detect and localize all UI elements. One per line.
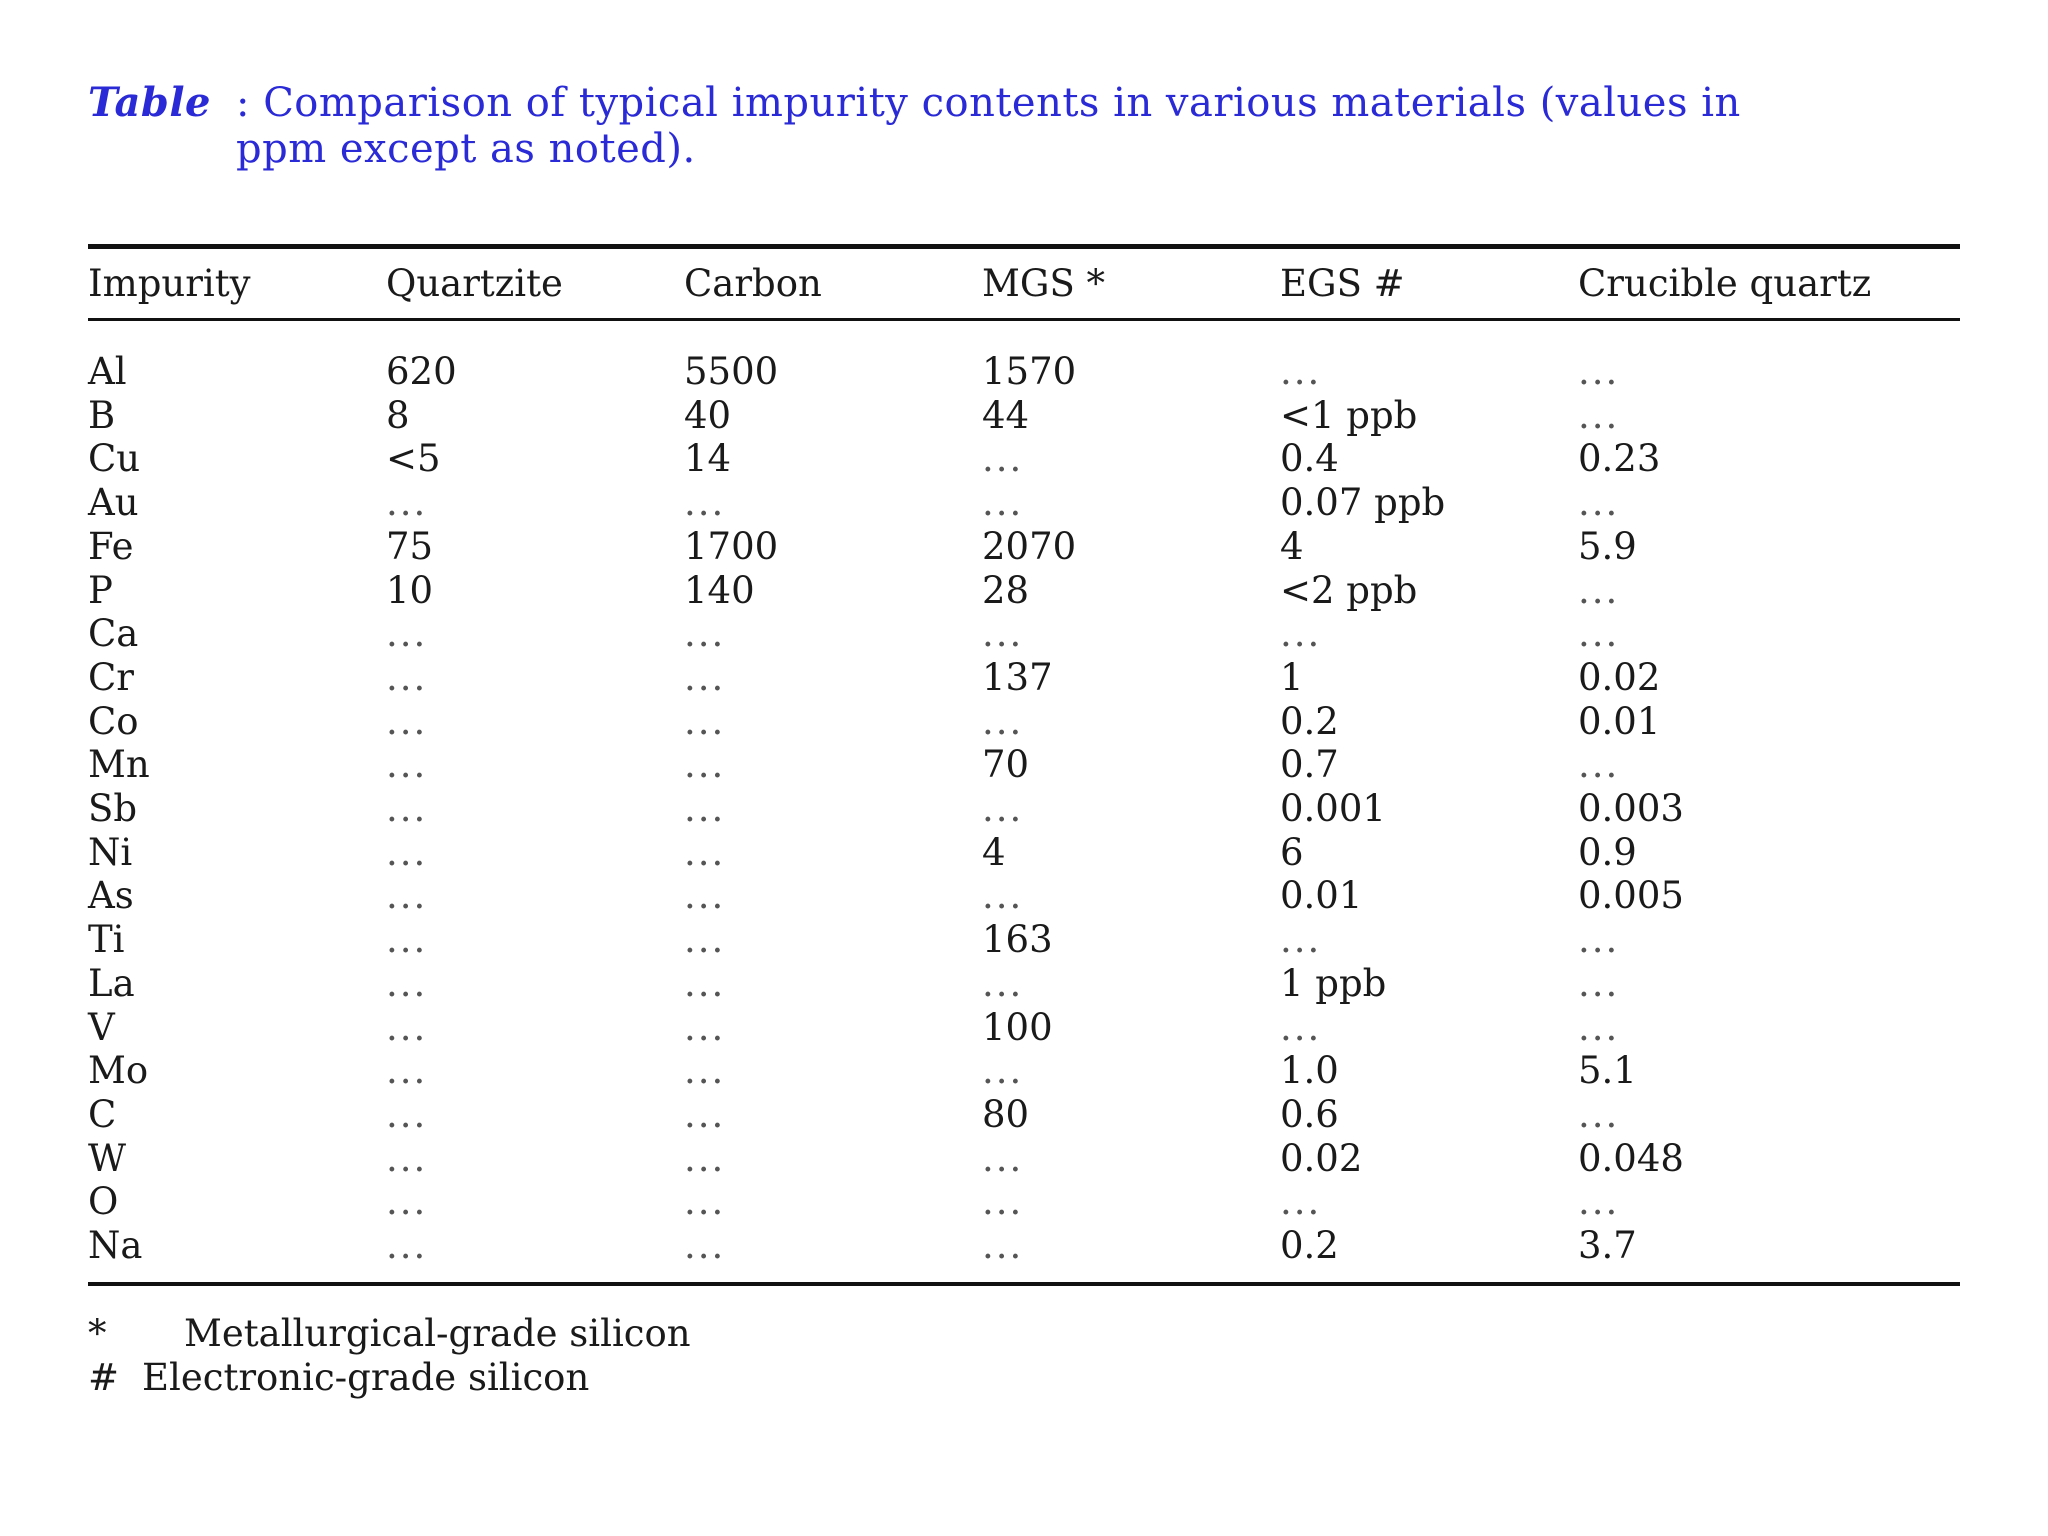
cell-mgs: ... <box>982 961 1024 1005</box>
cell-mgs: ... <box>982 1136 1024 1180</box>
cell-quartzite: ... <box>386 918 428 962</box>
cell-impurity: V <box>88 1005 115 1049</box>
cell-crucible-quartz: 0.01 <box>1578 699 1661 743</box>
cell-quartzite: ... <box>386 1224 428 1267</box>
cell-crucible-quartz: 0.9 <box>1578 830 1637 874</box>
cell-crucible-quartz: ... <box>1578 961 1620 1005</box>
cell-impurity: P <box>88 568 113 612</box>
caption-text-line-2: ppm except as noted). <box>236 126 696 172</box>
cell-egs: <2 ppb <box>1280 568 1418 612</box>
cell-egs: 0.7 <box>1280 743 1339 787</box>
cell-quartzite: 75 <box>386 524 434 568</box>
cell-mgs: 80 <box>982 1092 1030 1136</box>
cell-mgs: 137 <box>982 655 1053 699</box>
footnote-mgs <box>88 1312 691 1356</box>
cell-crucible-quartz: ... <box>1578 1180 1620 1224</box>
cell-carbon: ... <box>684 481 726 525</box>
cell-carbon: ... <box>684 961 726 1005</box>
cell-mgs: 163 <box>982 918 1053 962</box>
cell-impurity: Ni <box>88 830 133 874</box>
cell-mgs: 44 <box>982 393 1030 437</box>
cell-impurity: O <box>88 1180 119 1224</box>
cell-crucible-quartz: ... <box>1578 918 1620 962</box>
cell-egs: 0.02 <box>1280 1136 1363 1180</box>
cell-crucible-quartz: 5.1 <box>1578 1049 1637 1093</box>
cell-quartzite: ... <box>386 1005 428 1049</box>
header-impurity: Impurity <box>88 262 251 305</box>
cell-egs: 1.0 <box>1280 1049 1339 1093</box>
cell-carbon: ... <box>684 1136 726 1180</box>
header-egs: EGS # <box>1280 262 1405 305</box>
cell-quartzite: ... <box>386 1049 428 1093</box>
header-crucible-quartz: Crucible quartz <box>1578 262 1872 305</box>
cell-mgs: 1570 <box>982 350 1077 393</box>
table-header-rule <box>88 318 1960 321</box>
cell-mgs: ... <box>982 481 1024 525</box>
cell-crucible-quartz: 5.9 <box>1578 524 1637 568</box>
cell-quartzite: ... <box>386 787 428 830</box>
cell-crucible-quartz: 3.7 <box>1578 1224 1637 1267</box>
cell-mgs: ... <box>982 874 1024 918</box>
cell-impurity: C <box>88 1092 117 1136</box>
cell-quartzite: ... <box>386 961 428 1005</box>
table-top-rule <box>88 244 1960 249</box>
cell-egs: 0.001 <box>1280 787 1386 830</box>
cell-impurity: W <box>88 1136 127 1180</box>
cell-impurity: Fe <box>88 524 134 568</box>
footnote-text-mgs: Metallurgical-grade silicon <box>184 1312 691 1355</box>
cell-quartzite: ... <box>386 1180 428 1224</box>
cell-quartzite: 8 <box>386 393 410 437</box>
cell-egs: 6 <box>1280 830 1304 874</box>
cell-crucible-quartz: 0.048 <box>1578 1136 1684 1180</box>
cell-egs: ... <box>1280 1180 1322 1224</box>
cell-quartzite: 620 <box>386 350 457 393</box>
cell-egs: 1 ppb <box>1280 961 1387 1005</box>
cell-impurity: Ca <box>88 612 139 656</box>
cell-mgs: ... <box>982 787 1024 830</box>
cell-quartzite: ... <box>386 655 428 699</box>
cell-impurity: Mn <box>88 743 150 787</box>
cell-carbon: 140 <box>684 568 755 612</box>
cell-carbon: ... <box>684 655 726 699</box>
cell-quartzite: ... <box>386 830 428 874</box>
cell-mgs: ... <box>982 437 1024 481</box>
cell-impurity: Co <box>88 699 139 743</box>
cell-crucible-quartz: 0.23 <box>1578 437 1661 481</box>
cell-impurity: Al <box>88 350 127 393</box>
cell-egs: <1 ppb <box>1280 393 1418 437</box>
cell-mgs: 100 <box>982 1005 1053 1049</box>
cell-quartzite: 10 <box>386 568 434 612</box>
cell-carbon: ... <box>684 1092 726 1136</box>
cell-egs: ... <box>1280 612 1322 656</box>
cell-egs: 0.2 <box>1280 1224 1339 1267</box>
cell-egs: 0.07 ppb <box>1280 481 1446 525</box>
cell-quartzite: ... <box>386 1136 428 1180</box>
cell-crucible-quartz: 0.003 <box>1578 787 1684 830</box>
cell-carbon: ... <box>684 918 726 962</box>
cell-mgs: ... <box>982 1180 1024 1224</box>
cell-carbon: 5500 <box>684 350 779 393</box>
footnote-egs <box>88 1356 589 1400</box>
cell-carbon: ... <box>684 1049 726 1093</box>
cell-egs: 0.6 <box>1280 1092 1339 1136</box>
cell-egs: 0.2 <box>1280 699 1339 743</box>
cell-carbon: ... <box>684 1180 726 1224</box>
cell-impurity: Sb <box>88 787 138 830</box>
cell-egs: 1 <box>1280 655 1304 699</box>
cell-carbon: ... <box>684 787 726 830</box>
cell-mgs: ... <box>982 1049 1024 1093</box>
caption-text-line-1: : Comparison of typical impurity contents in various materials (values in <box>236 80 1741 126</box>
cell-impurity: Cu <box>88 437 141 481</box>
cell-crucible-quartz: ... <box>1578 1005 1620 1049</box>
cell-crucible-quartz: ... <box>1578 568 1620 612</box>
footnote-mark-asterisk: * <box>88 1312 107 1355</box>
cell-impurity: Au <box>88 481 139 525</box>
cell-mgs: ... <box>982 612 1024 656</box>
cell-quartzite: ... <box>386 612 428 656</box>
cell-carbon: ... <box>684 874 726 918</box>
cell-mgs: 2070 <box>982 524 1077 568</box>
cell-egs: ... <box>1280 918 1322 962</box>
cell-crucible-quartz: ... <box>1578 743 1620 787</box>
cell-carbon: ... <box>684 1005 726 1049</box>
table-caption <box>88 80 1958 172</box>
cell-crucible-quartz: ... <box>1578 1092 1620 1136</box>
footnote-text-egs: Electronic-grade silicon <box>142 1356 590 1399</box>
cell-mgs: 4 <box>982 830 1006 874</box>
caption-line-1 <box>88 80 1958 126</box>
cell-carbon: 40 <box>684 393 732 437</box>
cell-crucible-quartz: ... <box>1578 612 1620 656</box>
cell-quartzite: ... <box>386 481 428 525</box>
cell-carbon: ... <box>684 743 726 787</box>
cell-crucible-quartz: ... <box>1578 393 1620 437</box>
cell-mgs: ... <box>982 699 1024 743</box>
table-bottom-rule <box>88 1282 1960 1286</box>
cell-impurity: Na <box>88 1224 143 1267</box>
cell-impurity: La <box>88 961 135 1005</box>
cell-carbon: ... <box>684 612 726 656</box>
header-quartzite: Quartzite <box>386 262 563 305</box>
footnote-mark-hash: # <box>88 1356 120 1399</box>
cell-quartzite: ... <box>386 743 428 787</box>
cell-crucible-quartz: ... <box>1578 350 1620 393</box>
header-carbon: Carbon <box>684 262 822 305</box>
caption-label: Table <box>88 79 211 126</box>
cell-mgs: 70 <box>982 743 1030 787</box>
cell-egs: 0.4 <box>1280 437 1339 481</box>
cell-mgs: 28 <box>982 568 1030 612</box>
cell-impurity: Ti <box>88 918 125 962</box>
cell-impurity: As <box>88 874 134 918</box>
cell-quartzite: <5 <box>386 437 441 481</box>
cell-crucible-quartz: 0.005 <box>1578 874 1684 918</box>
cell-carbon: ... <box>684 830 726 874</box>
cell-crucible-quartz: ... <box>1578 481 1620 525</box>
cell-carbon: 1700 <box>684 524 779 568</box>
cell-egs: 0.01 <box>1280 874 1363 918</box>
cell-quartzite: ... <box>386 699 428 743</box>
header-mgs: MGS * <box>982 262 1106 305</box>
cell-quartzite: ... <box>386 1092 428 1136</box>
cell-impurity: Mo <box>88 1049 149 1093</box>
cell-crucible-quartz: 0.02 <box>1578 655 1661 699</box>
cell-egs: 4 <box>1280 524 1304 568</box>
cell-impurity: Cr <box>88 655 134 699</box>
cell-mgs: ... <box>982 1224 1024 1267</box>
cell-impurity: B <box>88 393 116 437</box>
cell-quartzite: ... <box>386 874 428 918</box>
cell-carbon: ... <box>684 1224 726 1267</box>
cell-carbon: ... <box>684 699 726 743</box>
cell-carbon: 14 <box>684 437 732 481</box>
cell-egs: ... <box>1280 350 1322 393</box>
cell-egs: ... <box>1280 1005 1322 1049</box>
